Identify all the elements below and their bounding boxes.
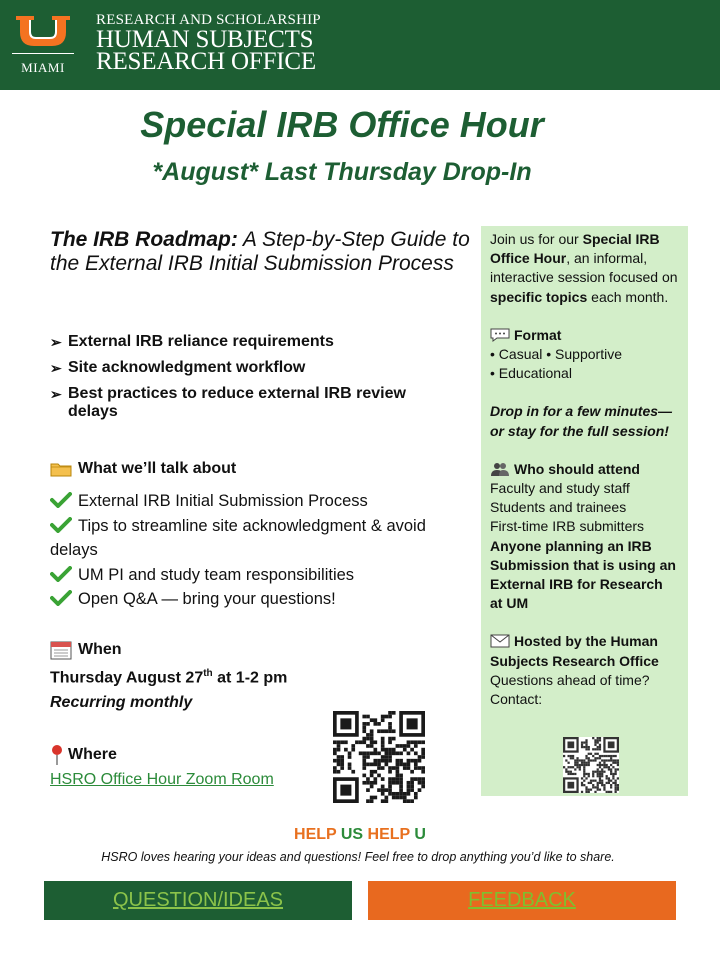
list-item-text: Tips to streamline site acknowledgment & avoid delays xyxy=(50,516,426,559)
check-icon xyxy=(50,517,72,533)
attend-line: First-time IRB submitters xyxy=(490,518,645,535)
bullet-item xyxy=(50,333,460,351)
where-heading xyxy=(50,744,117,766)
check-icon xyxy=(50,566,72,582)
intro-bold: Special IRB Office Hour xyxy=(490,231,660,267)
check-icon xyxy=(50,590,72,606)
contact-qr-code[interactable] xyxy=(563,737,619,793)
arrow-bullet-icon: ➢ xyxy=(50,360,62,376)
roadmap-bold: The IRB Roadmap: xyxy=(50,228,238,251)
drop-in-note xyxy=(490,402,679,440)
intro-part: each month. xyxy=(587,288,669,305)
office-line-1: RESEARCH AND SCHOLARSHIP xyxy=(96,12,321,28)
when-heading-text: When xyxy=(78,641,122,658)
bullet-text: Site acknowledgment workflow xyxy=(68,359,306,376)
um-logo xyxy=(10,14,76,76)
folder-icon xyxy=(50,461,72,477)
roadmap-rest: A Step-by-Step Guide to the External IRB Initial Submission Process xyxy=(50,228,470,275)
talk-heading xyxy=(50,460,236,478)
format-section xyxy=(490,326,679,384)
event-time: at 1-2 pm xyxy=(212,669,288,687)
calendar-icon xyxy=(50,640,72,660)
attend-line: Faculty and study staff xyxy=(490,480,630,497)
questions-line: Questions ahead of time? xyxy=(490,671,650,688)
list-item xyxy=(50,489,470,514)
envelope-icon xyxy=(490,634,510,648)
bullet-text: Best practices to reduce external IRB review delays xyxy=(68,385,406,420)
format-line xyxy=(490,345,679,364)
attend-heading: Who should attend xyxy=(514,460,640,477)
when-heading xyxy=(50,640,122,660)
page-subtitle: *August* Last Thursday Drop-In xyxy=(152,158,532,186)
intro-part: , an informal, interactive session focused on xyxy=(490,250,678,286)
topic-bullets xyxy=(50,333,460,429)
office-line-3: RESEARCH OFFICE xyxy=(96,48,316,75)
attend-bold: Anyone planning an IRB Submission that is using an External IRB for Research at UM xyxy=(490,537,676,612)
office-line-2: HUMAN SUBJECTS xyxy=(96,26,314,53)
talk-list xyxy=(50,489,470,612)
format-line: • Educational xyxy=(490,365,572,382)
help-word: HELP xyxy=(367,826,415,843)
format-supportive: • Supportive xyxy=(542,346,622,363)
arrow-bullet-icon: ➢ xyxy=(50,386,62,402)
list-item-text: Open Q&A — bring your questions! xyxy=(78,590,336,608)
logo-wordmark: MIAMI xyxy=(21,60,65,75)
u-logo-icon xyxy=(14,14,72,46)
event-datetime xyxy=(50,668,287,687)
attend-line: Students and trainees xyxy=(490,499,627,516)
zoom-qr-code[interactable] xyxy=(333,711,425,803)
contact-line: Contact: xyxy=(490,691,543,708)
intro-part: Join us for our xyxy=(490,231,583,247)
questions-ideas-button[interactable]: QUESTION/IDEAS xyxy=(44,881,352,920)
intro-bold: specific topics xyxy=(490,288,588,305)
feedback-tagline: HSRO loves hearing your ideas and questions! Feel free to drop anything you’d like to share. xyxy=(101,850,615,864)
list-item xyxy=(50,563,470,588)
drop-in-text: Drop in for a few minutes—or stay for the full session! xyxy=(490,403,673,439)
logo-divider xyxy=(12,53,74,54)
recurring-note: Recurring monthly xyxy=(50,694,193,711)
feedback-button[interactable]: FEEDBACK xyxy=(368,881,676,920)
attend-section xyxy=(490,460,679,614)
office-name xyxy=(96,12,321,73)
roadmap-heading xyxy=(50,228,470,276)
page-title: Special IRB Office Hour xyxy=(140,104,544,145)
list-item-text: UM PI and study team responsibilities xyxy=(78,565,355,584)
help-us-heading xyxy=(0,826,720,844)
format-heading: Format xyxy=(514,326,562,343)
format-casual: • Casual xyxy=(490,346,543,363)
bullet-item xyxy=(50,359,460,377)
speech-bubble-icon xyxy=(490,328,510,342)
arrow-bullet-icon: ➢ xyxy=(50,334,62,350)
bullet-text: External IRB reliance requirements xyxy=(68,333,334,350)
check-icon xyxy=(50,492,72,508)
date-ordinal: th xyxy=(203,668,213,679)
where-heading-text: Where xyxy=(68,746,117,763)
pushpin-icon xyxy=(50,744,64,766)
u-word: U xyxy=(414,826,426,843)
list-item-text: External IRB Initial Submission Process xyxy=(78,492,368,510)
info-sidebar xyxy=(481,226,688,796)
hosted-section xyxy=(490,632,679,709)
list-item xyxy=(50,514,470,563)
event-date: Thursday August 27 xyxy=(50,669,204,687)
bullet-item xyxy=(50,385,460,421)
zoom-room-link[interactable]: HSRO Office Hour Zoom Room xyxy=(50,771,274,788)
intro-text xyxy=(490,230,679,307)
list-item xyxy=(50,587,470,612)
talk-heading-text: What we’ll talk about xyxy=(78,460,237,477)
header-banner xyxy=(0,0,720,90)
help-word: HELP xyxy=(294,826,341,843)
hosted-heading: Hosted by the Human Subjects Research Office xyxy=(490,633,659,669)
people-icon xyxy=(490,462,510,476)
us-word: US xyxy=(340,826,368,843)
